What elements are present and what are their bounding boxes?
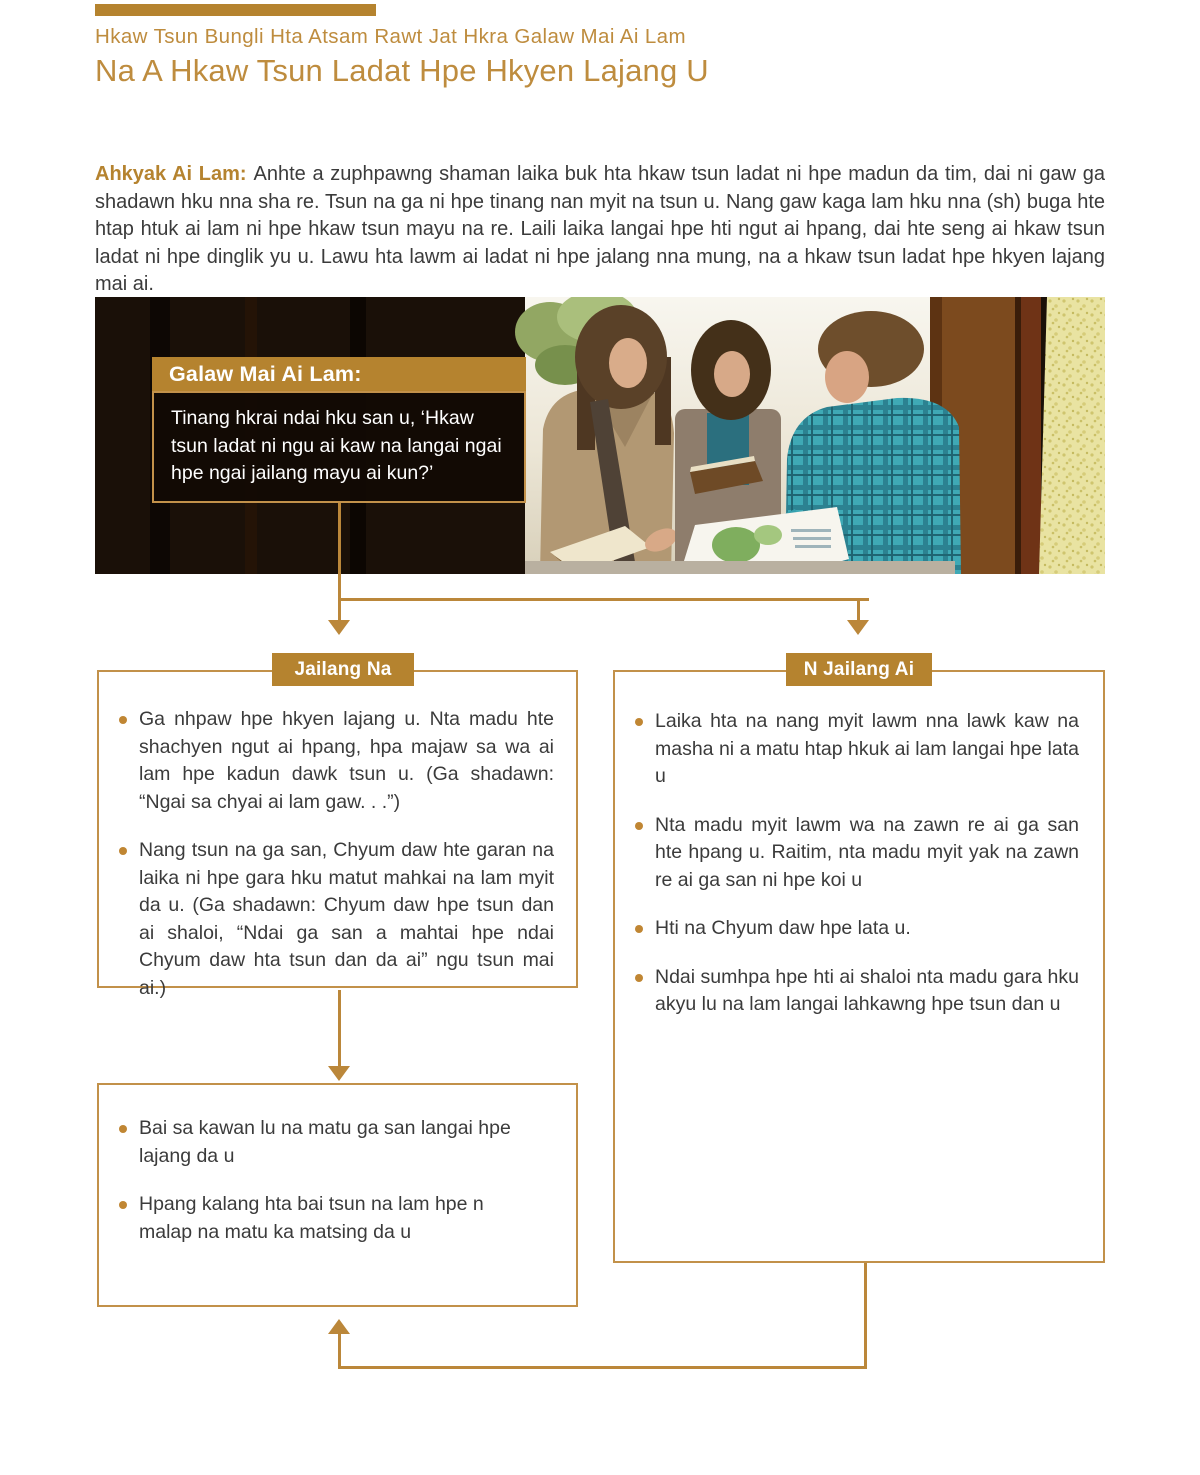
intro-text: Anhte a zuphpawng shaman laika buk hta hkaw tsun ladat ni hpe madun da tim, dai ni gaw ga shadawn hku nna sha re. Tsun na ga ni hpe tinang nan myit na tsun u. Nang gaw kaga lam hku nna (sh) buga hte htap htuk ai lam ni hpe hkaw tsun mayu na re. Laili laika langai hpe hti ngut ai hpang, dai hte seng ai hkaw tsun ladat ni hpe dinglik yu u. Lawu hta lawm ai ladat ni hpe jalang nna mung, na a hkaw tsun ladat hpe hkyen lajang mai ai. (95, 163, 1105, 295)
intro-paragraph (95, 161, 1105, 299)
arrow-up-icon (328, 1319, 350, 1334)
bullet-dot-icon (119, 1201, 127, 1209)
doorway-photo (95, 297, 1105, 574)
tab-jailang-na: Jailang Na (272, 653, 414, 686)
bullet-dot-icon (119, 716, 127, 724)
page-title: Na A Hkaw Tsun Ladat Hpe Hkyen Lajang U (95, 53, 709, 88)
box-n-jailang-ai (613, 670, 1105, 1263)
bullet-text: Nang tsun na ga san, Chyum daw hte garan na laika ni hpe gara hku matut mahkai na lam myit da u. (Ga shadawn: Chyum daw hpe tsun dan ai shaloi, “Ndai ga san a mahtai hpe ndai Chyum daw hta tsun dan da ai” ngu tsun mai ai.) (139, 839, 554, 999)
arrow-down-icon (328, 620, 350, 635)
connector-loop-left-line (338, 1334, 341, 1366)
bullet-dot-icon (119, 847, 127, 855)
connector-right-drop-line (857, 598, 860, 620)
bullet-text: Ndai sumhpa hpe hti ai shaloi nta madu gara hku akyu lu na lam langai lahkawng hpe tsun dan u (655, 965, 1079, 1015)
connector-branch-line (338, 598, 869, 601)
list-item (635, 964, 1079, 1019)
callout-header: Galaw Mai Ai Lam: (152, 357, 526, 391)
bullet-list (99, 672, 576, 1002)
callout-body: Tinang hkrai ndai hku san u, ‘Hkaw tsun ladat ni ngu ai kaw na langai ngai hpe ngai jailang mayu ai kun?’ (152, 391, 526, 503)
bullet-text: Hti na Chyum daw hpe lata u. (655, 917, 911, 939)
connector-mid-line (338, 990, 341, 1066)
bullet-dot-icon (635, 822, 643, 830)
bullet-text: Laika hta na nang myit lawm nna lawk kaw na masha ni a matu htap hkuk ai lam langai hpe lata u (655, 710, 1079, 787)
list-item (635, 915, 1079, 943)
tab-n-jailang-ai: N Jailang Ai (786, 653, 932, 686)
bullet-dot-icon (635, 974, 643, 982)
connector-loop-right-line (864, 1263, 867, 1369)
bullet-text: Bai sa kawan lu na matu ga san langai hpe lajang da u (139, 1117, 511, 1167)
bullet-list (615, 672, 1103, 1019)
bullet-dot-icon (635, 925, 643, 933)
callout-box (152, 357, 526, 503)
bullet-text: Hpang kalang hta bai tsun na lam hpe n malap na matu ka matsing da u (139, 1193, 484, 1243)
list-item (119, 1191, 516, 1246)
section-eyebrow: Hkaw Tsun Bungli Hta Atsam Rawt Jat Hkra Galaw Mai Ai Lam (95, 25, 686, 48)
box-followup (97, 1083, 578, 1307)
connector-stem-line (338, 503, 341, 601)
list-item (119, 837, 554, 1002)
arrow-down-icon (328, 1066, 350, 1081)
list-item (119, 1115, 516, 1170)
bullet-text: Ga nhpaw hpe hkyen lajang u. Nta madu hte shachyen ngut ai hpang, hpa majaw sa wa ai lam hpe kadun dawk tsun u. (Ga shadawn: “Ngai sa chyai ai lam gaw. . .”) (139, 708, 554, 813)
list-item (635, 812, 1079, 895)
bullet-dot-icon (119, 1125, 127, 1133)
connector-left-drop-line (338, 598, 341, 620)
list-item (635, 708, 1079, 791)
list-item (119, 706, 554, 816)
connector-loop-bottom-line (338, 1366, 867, 1369)
bullet-text: Nta madu myit lawm wa na zawn re ai ga san hte hpang u. Raitim, nta madu myit yak na zawn re ai ga san ni hpe koi u (655, 813, 1079, 891)
box-jailang-na (97, 670, 578, 999)
bullet-dot-icon (635, 718, 643, 726)
kicker-bar (95, 4, 376, 16)
arrow-down-icon (847, 620, 869, 635)
bullet-list (99, 1085, 576, 1246)
intro-label: Ahkyak Ai Lam: (95, 163, 247, 185)
